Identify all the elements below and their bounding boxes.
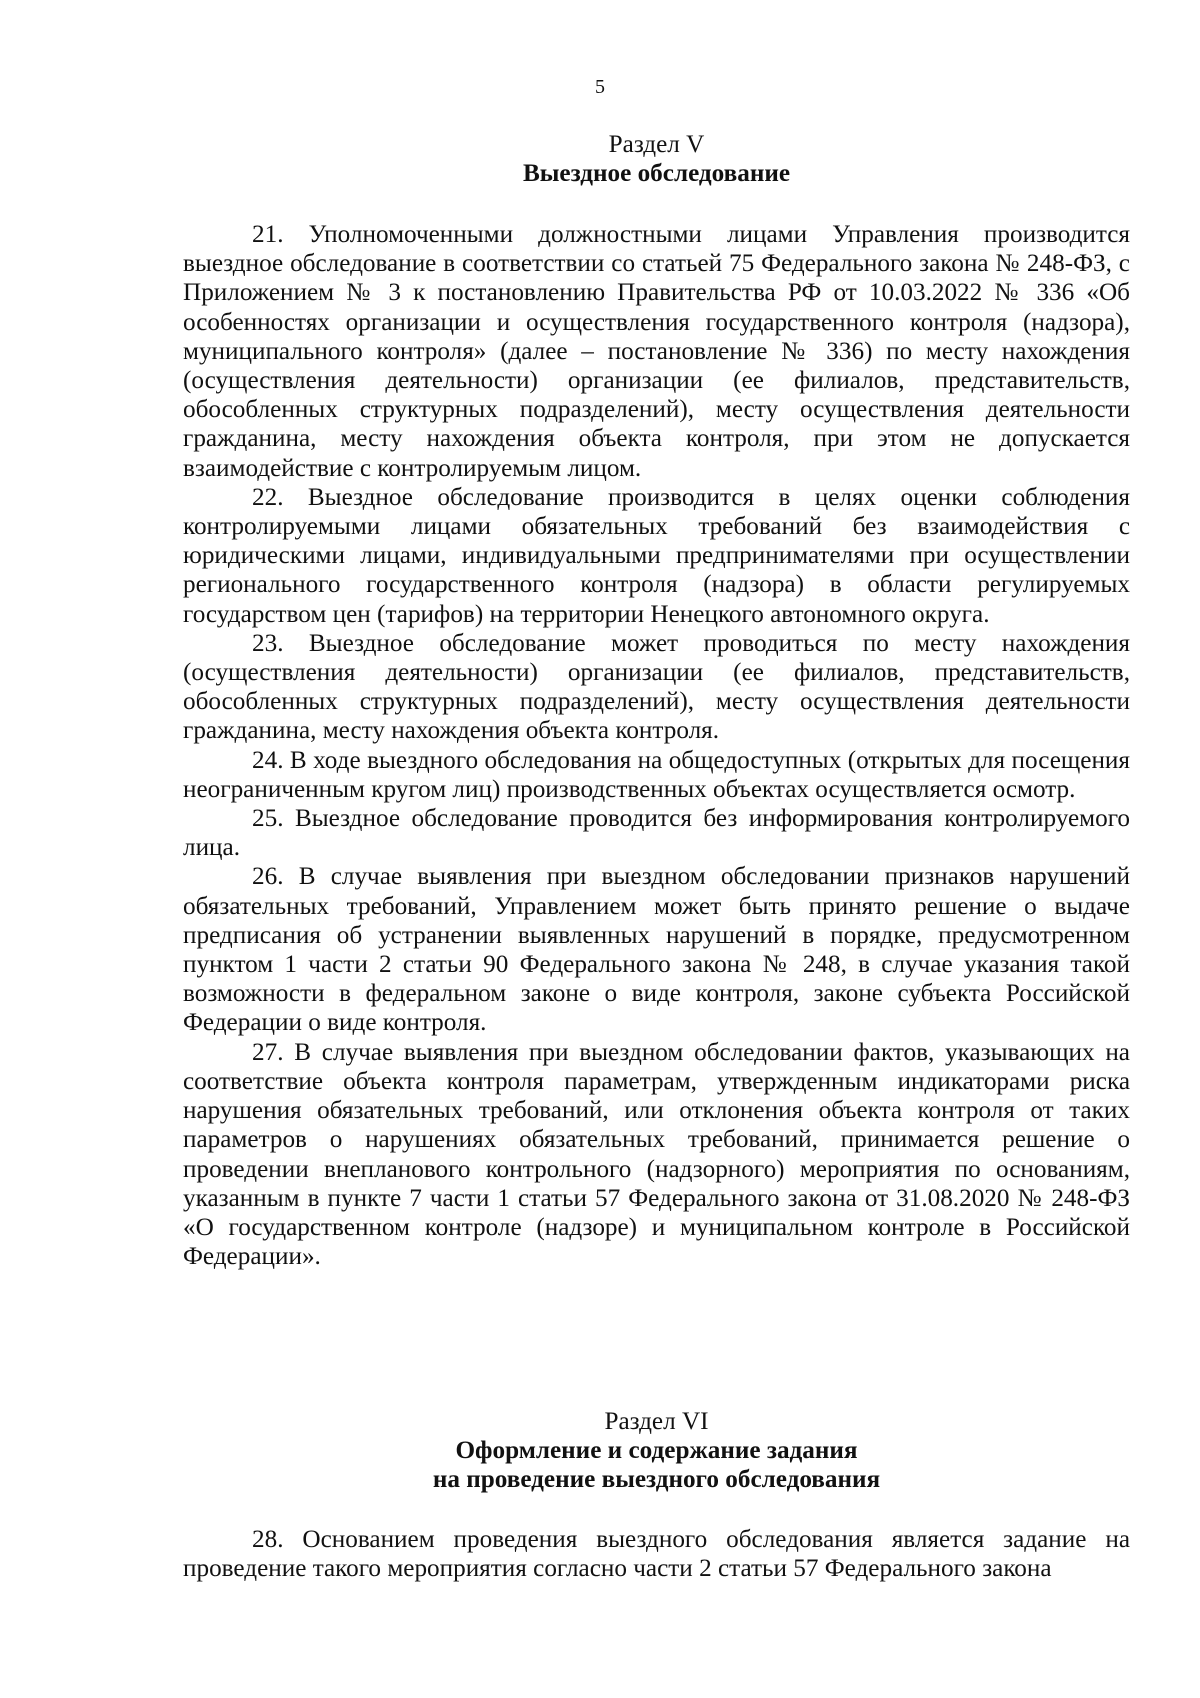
paragraph-24: 24. В ходе выездного обследования на общедоступных (открытых для посещения неограниченным кругом лиц) производственных объектах осуществляется осмотр.: [183, 746, 1130, 803]
section-6-label: Раздел VI: [604, 1408, 709, 1435]
paragraph-28: 28. Основанием проведения выездного обследования является задание на проведение такого мероприятия согласно части 2 статьи 57 Федерального закона: [183, 1526, 1130, 1583]
section-5-label: Раздел V: [608, 131, 705, 158]
section-6-title-line-2: на проведение выездного обследования: [432, 1466, 881, 1494]
section-6-heading: [183, 1407, 1130, 1495]
section-5-title: Выездное обследование: [522, 160, 791, 188]
paragraph-23: 23. Выездное обследование может проводиться по месту нахождения (осуществления деятельности) организации (ее филиалов, представительств, обособленных структурных подразделений), месту осуществления деятельности гражданина, месту нахождения объекта контроля.: [183, 629, 1130, 745]
section-6-body: [183, 1525, 1130, 1583]
paragraph-26: 26. В случае выявления при выездном обследовании признаков нарушений обязательных требований, Управлением может быть принято решение о выдаче предписания об устранении выявленных нарушений в порядке, предусмотренном пунктом 1 части 2 статьи 90 Федерального закона № 248, в случае указания такой возможности в федеральном законе о виде контроля, законе субъекта Российской Федерации о виде контроля.: [183, 863, 1130, 1037]
section-6-title-line-1: Оформление и содержание задания: [455, 1437, 858, 1465]
paragraph-22: 22. Выездное обследование производится в целях оценки соблюдения контролируемыми лицами обязательных требований без взаимодействия с юридическими лицами, индивидуальными предпринимателями при осуществлении регионального государственного контроля (надзора) в области регулируемых государством цен (тарифов) на территории Ненецкого автономного округа.: [183, 483, 1130, 628]
section-5-heading: [183, 130, 1130, 188]
paragraph-21: 21. Уполномоченными должностными лицами Управления производится выездное обследование в соответствии со статьей 75 Федерального закона № 248-ФЗ, с Приложением № 3 к постановлению Правительства РФ от 10.03.2022 № 336 «Об особенностях организации и осуществления государственного контроля (надзора), муниципального контроля» (далее – постановление № 336) по месту нахождения (осуществления деятельности) организации (ее филиалов, представительств, обособленных структурных подразделений), месту осуществления деятельности гражданина, месту нахождения объекта контроля, при этом не допускается взаимодействие с контролируемым лицом.: [183, 221, 1130, 482]
paragraph-27: 27. В случае выявления при выездном обследовании фактов, указывающих на соответствие объекта контроля параметрам, утвержденным индикаторами риска нарушения обязательных требований, или отклонения объекта контроля от таких параметров о нарушениях обязательных требований, принимается решение о проведении внепланового контрольного (надзорного) мероприятия по основаниям, указанным в пункте 7 части 1 статьи 57 Федерального закона от 31.08.2020 № 248-ФЗ «О государственном контроле (надзоре) и муниципальном контроле в Российской Федерации».: [183, 1038, 1130, 1271]
paragraph-25: 25. Выездное обследование проводится без информирования контролируемого лица.: [183, 805, 1130, 862]
section-5-body: [183, 220, 1130, 1271]
page-number: 5: [595, 76, 605, 98]
